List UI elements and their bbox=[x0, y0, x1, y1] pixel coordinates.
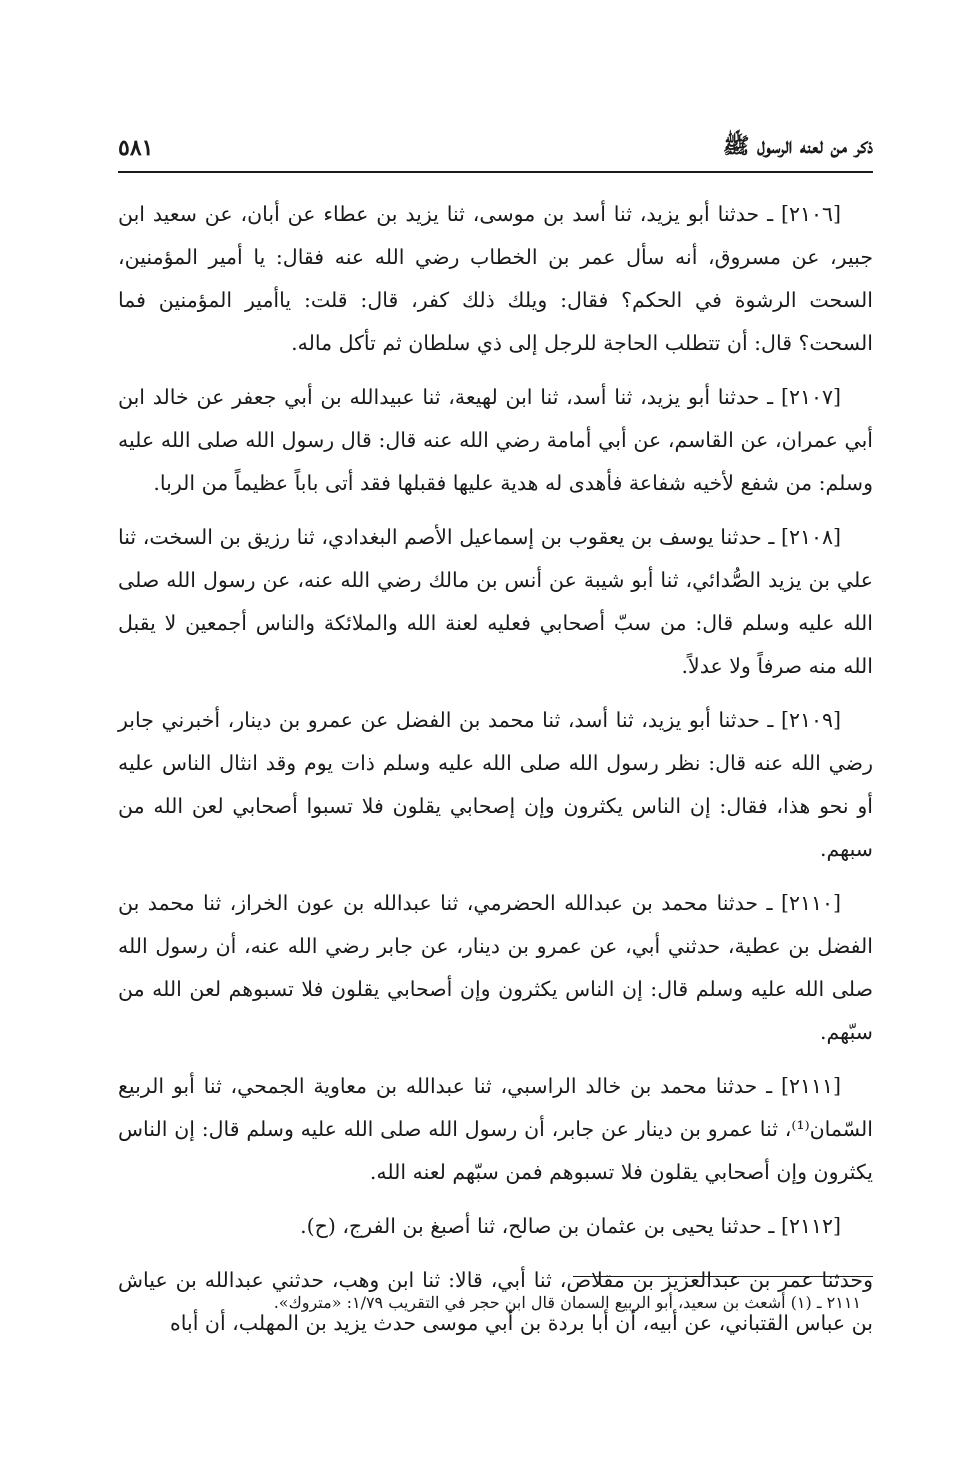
hadith-2107: [٢١٠٧] ـ حدثنا أبو يزيد، ثنا أسد، ثنا ابن لهيعة، ثنا عبيدالله بن أبي جعفر عن خالد ابن أبي عمران، عن القاسم، عن أبي أمامة رضي الله عنه قال: قال رسول الله صلى الله عليه وسلم: من شفع لأخيه شفاعة فأهدى له هدية عليها فقبلها فقد أتى باباً عظيماً من الربا. bbox=[118, 385, 873, 495]
hadith-2110: [٢١١٠] ـ حدثنا محمد بن عبدالله الحضرمي، ثنا عبدالله بن عون الخراز، ثنا محمد بن الفضل بن عطية، حدثني أبي، عن عمرو بن دينار، عن جابر رضي الله عنه، أن رسول الله صلى الله عليه وسلم قال: إن الناس يكثرون وإن أصحابي يقلون فلا تسبوهم لعن الله من سبّهم. bbox=[118, 891, 873, 1044]
hadith-2112-continued: وحدثنا عمر بن عبدالعزيز بن مقلاص، ثنا أبي، قالا: ثنا ابن وهب، حدثني عبدالله بن عياش بن عباس القتباني، عن أبيه، أن أبا بردة بن أبي موسى حدث يزيد بن المهلب، أن أباه bbox=[118, 1268, 873, 1335]
header-rule bbox=[118, 171, 873, 173]
page-number: ٥٨١ bbox=[118, 135, 154, 161]
hadith-2111: [٢١١١] ـ حدثنا محمد بن خالد الراسبي، ثنا عبدالله بن معاوية الجمحي، ثنا أبو الربيع السّمان⁽¹⁾، ثنا عمرو بن دينار عن جابر، أن رسول الله صلى الله عليه وسلم قال: إن الناس يكثرون وإن أصحابي يقلون فلا تسبوهم فمن سبّهم لعنه الله. bbox=[118, 1074, 873, 1184]
footnote-rule bbox=[573, 1276, 873, 1277]
chapter-title: ذكر من لعنه الرسول ﷺ bbox=[722, 133, 873, 159]
hadith-2108: [٢١٠٨] ـ حدثنا يوسف بن يعقوب بن إسماعيل الأصم البغدادي، ثنا رزيق بن السخت، ثنا علي بن يزيد الصُّدائي، ثنا أبو شيبة عن أنس بن مالك رضي الله عنه، عن رسول الله صلى الله عليه وسلم قال: من سبّ أصحابي فعليه لعنة الله والملائكة والناس أجمعين لا يقبل الله منه صرفاً ولا عدلاً. bbox=[118, 525, 873, 678]
hadith-2106: [٢١٠٦] ـ حدثنا أبو يزيد، ثنا أسد بن موسى، ثنا يزيد بن عطاء عن أبان، عن سعيد ابن جبير، عن مسروق، أنه سأل عمر بن الخطاب رضي الله عنه فقال: يا أمير المؤمنين، السحت الرشوة في الحكم؟ فقال: ويلك ذلك كفر، قال: قلت: ياأمير المؤمنين فما السحت؟ قال: أن تتطلب الحاجة للرجل إلى ذي سلطان ثم تأكل ماله. bbox=[118, 202, 873, 355]
page-header bbox=[118, 128, 873, 168]
hadith-2112: [٢١١٢] ـ حدثنا يحيى بن عثمان بن صالح، ثنا أصبغ بن الفرج، (ح). bbox=[300, 1214, 841, 1238]
hadith-2109: [٢١٠٩] ـ حدثنا أبو يزيد، ثنا أسد، ثنا محمد بن الفضل عن عمرو بن دينار، أخبرني جابر رضي الله عنه قال: نظر رسول الله صلى الله عليه وسلم ذات يوم وقد انثال الناس عليه أو نحو هذا، فقال: إن الناس يكثرون وإن إصحابي يقلون فلا تسبوا أصحابي لعن الله من سبهم. bbox=[118, 708, 873, 861]
footnote: ٢١١١ ـ (١) أشعث بن سعيد، أبو الربيع السمان قال ابن حجر في التقريب ١/٧٩: «متروك». bbox=[273, 1293, 861, 1312]
hadith-text bbox=[118, 193, 873, 1356]
